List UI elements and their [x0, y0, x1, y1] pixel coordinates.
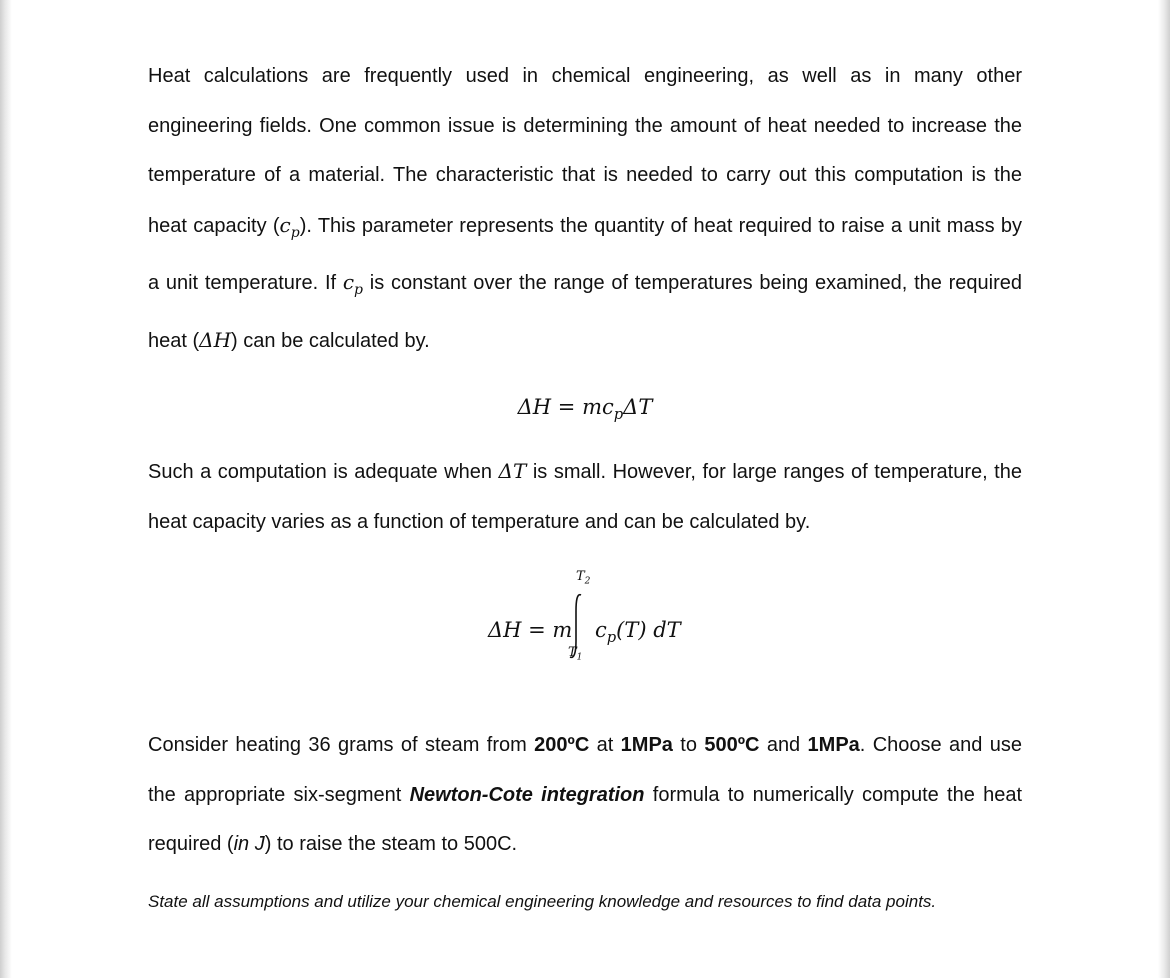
text-run: . Choose and use the appropriate six-segment [148, 734, 1022, 806]
note-assumptions: State all assumptions and utilize your chemical engineering knowledge and resources to find data points. [148, 891, 937, 911]
text-run: and [759, 734, 808, 756]
document-body [148, 52, 1022, 931]
integral-lower-limit: $T_1$ [568, 645, 583, 663]
text-run: ). This parameter represents the quantity of heat required to raise a unit mass by a unit temperature. If [148, 214, 1022, 294]
text-run: ) can be calculated by. [231, 329, 430, 352]
integrand: $c_p(T)$ dT [595, 618, 681, 647]
text-bold: 1MPa [620, 734, 673, 756]
page-edge-right [1158, 0, 1170, 978]
paragraph-problem [148, 721, 1022, 870]
text-bold: 1MPa [807, 734, 860, 756]
math-delta-h: ΔH [199, 327, 232, 352]
text-run: at [589, 734, 621, 756]
text-bold: 500ºC [704, 734, 760, 756]
integral-upper-limit: $T_2$ [576, 569, 591, 587]
text-run: is small. However, for large ranges of temperature, the heat capacity varies as a function of temperature and can be calculated by. [148, 461, 1022, 533]
page-edge-left [0, 0, 12, 978]
equation-heat-constant-cp: $\Delta H = mc_p\Delta T$ [517, 395, 653, 424]
text-italic: in J [233, 833, 265, 855]
text-run: Heat calculations are frequently used in chemical engineering, as well as in many other engineering fields. One common issue is determining the amount of heat needed to increase the temperature of a material. The characteristic that is needed to carry out this computation is the heat capacity ( [148, 65, 1022, 237]
equation-heat-integral [148, 569, 1022, 711]
text-run: is constant over the range of temperatures being examined, the required heat ( [148, 272, 1022, 352]
text-run: formula to numerically compute the heat required ( [148, 783, 1022, 855]
math-delta-t: ΔT [498, 459, 527, 483]
paragraph-intro [148, 52, 1022, 366]
text-bold-italic: Newton-Cote integration [409, 783, 645, 806]
paragraph-variable-cp [148, 447, 1022, 547]
text-run: to [672, 734, 705, 756]
text-run: Consider heating 36 grams of steam from [148, 734, 535, 756]
integral-lhs: ΔH = m [488, 618, 573, 642]
text-run: Such a computation is adequate when [148, 461, 499, 483]
text-run: ) to raise the steam to 500C. [264, 833, 518, 855]
text-bold: 200ºC [534, 734, 590, 756]
math-cp: $c_p$ [279, 212, 300, 241]
math-cp: $c_p$ [342, 270, 364, 298]
